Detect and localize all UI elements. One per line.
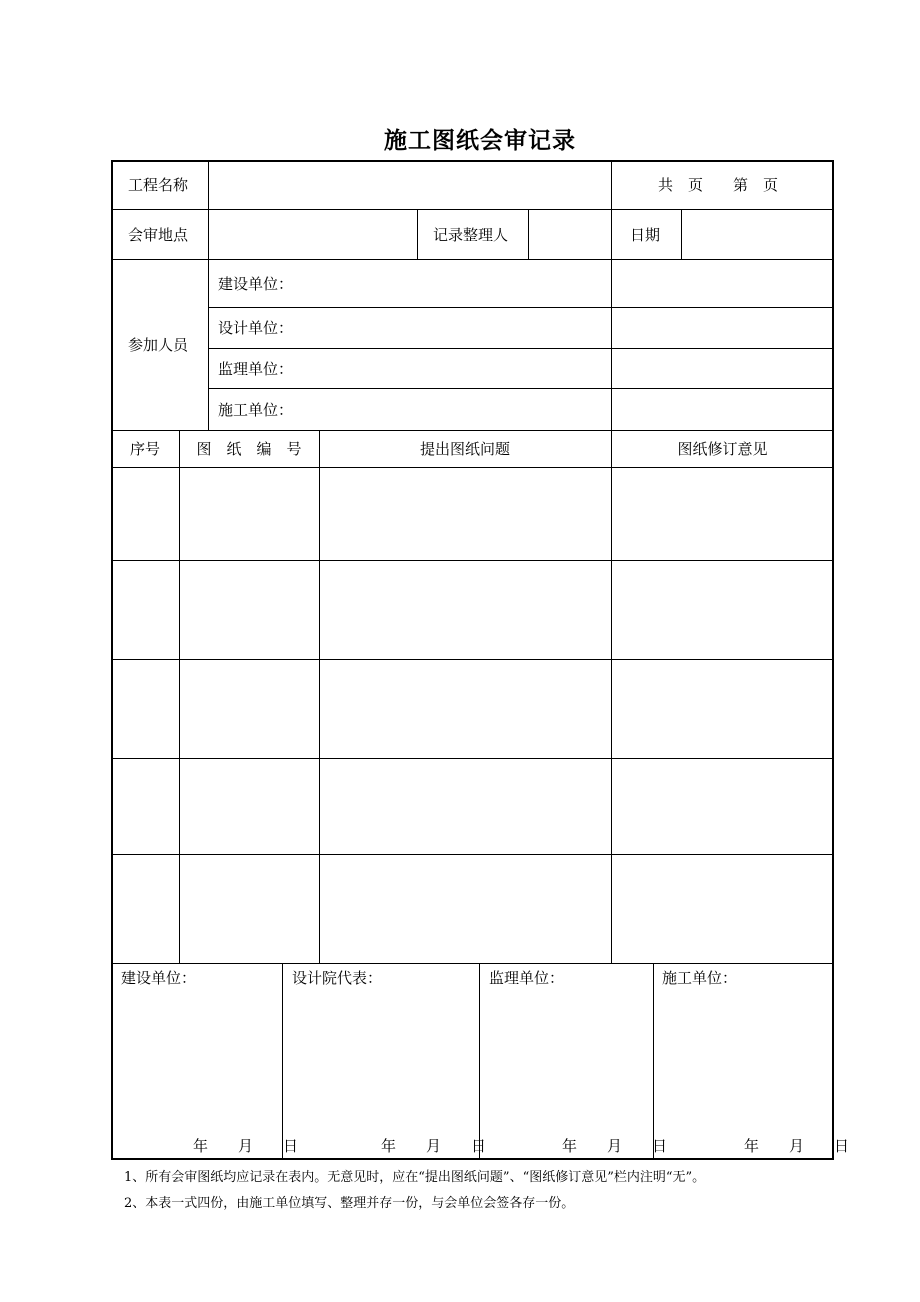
footnote: 1、所有会审图纸均应记录在表内。无意见时，应在“提出图纸问题”、“图纸修订意见”栏内注明“无”。 bbox=[124, 1170, 706, 1185]
date-label: 日期 bbox=[630, 226, 661, 244]
row-divider bbox=[111, 963, 834, 964]
row-divider bbox=[111, 430, 834, 431]
participant-row: 建设单位： bbox=[218, 275, 294, 293]
recorder-label: 记录整理人 bbox=[433, 226, 509, 244]
row-divider bbox=[111, 659, 834, 660]
col-divider bbox=[282, 963, 283, 1160]
participant-row: 设计单位： bbox=[218, 319, 294, 337]
row-divider bbox=[208, 388, 834, 389]
signature-date: 年 月 日 bbox=[744, 1137, 850, 1155]
row-divider bbox=[111, 209, 834, 210]
col-divider bbox=[611, 160, 612, 430]
participant-row: 监理单位： bbox=[218, 360, 294, 378]
signature-label: 设计院代表： bbox=[292, 969, 383, 987]
signature-label: 施工单位： bbox=[662, 969, 738, 987]
col-divider bbox=[179, 430, 180, 963]
review-record-table bbox=[111, 160, 834, 1160]
row-divider bbox=[111, 259, 834, 260]
row-divider bbox=[111, 758, 834, 759]
col-divider bbox=[417, 209, 418, 259]
col-divider bbox=[653, 963, 654, 1160]
page-counter: 共 页 第 页 bbox=[658, 176, 779, 194]
project-name-label: 工程名称 bbox=[128, 176, 189, 194]
col-divider bbox=[611, 430, 612, 963]
page-title: 施工图纸会审记录 bbox=[384, 128, 576, 154]
col-divider bbox=[479, 963, 480, 1160]
row-divider bbox=[111, 560, 834, 561]
row-divider bbox=[111, 854, 834, 855]
participant-row: 施工单位： bbox=[218, 401, 294, 419]
signature-label: 建设单位： bbox=[121, 969, 197, 987]
col-header-revisions: 图纸修订意见 bbox=[677, 440, 768, 458]
col-header-drawing-no: 图 纸 编 号 bbox=[196, 440, 302, 458]
participants-label: 参加人员 bbox=[128, 336, 189, 354]
row-divider bbox=[111, 467, 834, 468]
col-divider bbox=[528, 209, 529, 259]
signature-label: 监理单位： bbox=[489, 969, 565, 987]
col-divider bbox=[681, 209, 682, 259]
signature-date: 年 月 日 bbox=[562, 1137, 668, 1155]
row-divider bbox=[208, 348, 834, 349]
row-divider bbox=[208, 307, 834, 308]
footnote: 2、本表一式四份，由施工单位填写、整理并存一份，与会单位会签各存一份。 bbox=[124, 1196, 575, 1211]
col-divider bbox=[319, 430, 320, 963]
col-header-issues: 提出图纸问题 bbox=[419, 440, 510, 458]
signature-date: 年 月 日 bbox=[193, 1137, 299, 1155]
signature-date: 年 月 日 bbox=[381, 1137, 487, 1155]
col-header-seq: 序号 bbox=[129, 440, 160, 458]
col-divider bbox=[208, 160, 209, 430]
location-label: 会审地点 bbox=[128, 226, 189, 244]
